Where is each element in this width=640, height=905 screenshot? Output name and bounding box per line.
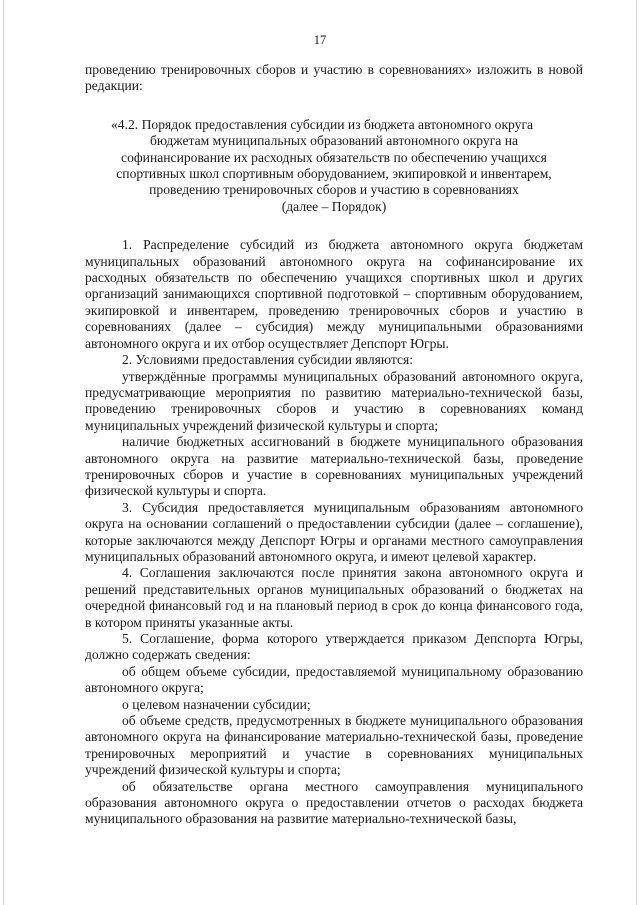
paragraph-3: 3. Субсидия предоставляется муниципальным образованиям автономного округа на основании соглашений о предоставлении субсидии (далее – соглашение), которые заключаются между Депспорт Югры и органами местного самоуправления муниципальных образований автономного округа, и имеют целевой характер.	[85, 499, 583, 564]
heading-line: (далее – Порядок)	[281, 198, 387, 214]
scan-edge-right	[636, 0, 637, 905]
section-heading	[85, 117, 583, 215]
heading-line: софинансирование их расходных обязательств по обеспечению учащихся	[121, 149, 547, 165]
paragraph-2: 2. Условиями предоставления субсидии являются:	[122, 352, 414, 368]
paragraph-5: 5. Соглашение, форма которого утверждается приказом Депспорта Югры, должно содержать сведения:	[85, 631, 583, 663]
info-reporting-obligation: об обязательстве органа местного самоуправления муниципального образования автономного округа о предоставлении отчетов о расходах бюджета муниципального образования на развитие материально-технической базы,	[85, 778, 583, 827]
intro-text: проведению тренировочных сборов и участию в соревнованиях» изложить в новой редакции:	[85, 62, 583, 94]
scan-edge-left	[3, 0, 4, 905]
heading-line: «4.2. Порядок предоставления субсидии из бюджета автономного округа	[111, 116, 534, 132]
condition-programs: утверждённые программы муниципальных образований автономного округа, предусматривающие мероприятия по развитию материально-технической базы, проведению тренировочных сборов и участию в соревнованиях команд муниципальных учреждений физической культуры и спорта;	[85, 368, 583, 433]
paragraph-1: 1. Распределение субсидий из бюджета автономного округа бюджетам муниципальных образований автономного округа на софинансирование их расходных обязательств по обеспечению учащихся спортивных школ и других организаций занимающихся спортивной подготовкой – спортивным оборудованием, экипировкой и инвентарем, проведению тренировочных сборов и участию в соревнованиях (далее – субсидия) между муниципальными образованиями автономного округа и их отбор осуществляет Депспорт Югры.	[85, 237, 583, 351]
info-purpose: о целевом назначении субсидии;	[122, 696, 311, 712]
document-body	[85, 62, 583, 828]
info-total-volume: об общем объеме субсидии, предоставляемой муниципальному образованию автономного округа;	[85, 663, 583, 696]
heading-line: бюджетам муниципальных образований автономного округа на	[149, 133, 519, 149]
heading-line: спортивных школ спортивным оборудованием, экипировкой и инвентарем,	[116, 166, 552, 182]
paragraph-4: 4. Соглашения заключаются после принятия закона автономного округа и решений представительных органов муниципальных образований о бюджетах на очередной финансовый год и на плановый период в срок до конца финансового года, в котором приняты указанные акты.	[85, 565, 583, 630]
heading-line: проведению тренировочных сборов и участию в соревнованиях	[149, 182, 519, 198]
info-funds-volume: об объеме средств, предусмотренных в бюджете муниципального образования автономного округа на финансирование материально-технической базы, проведение тренировочных мероприятий и участие в соревнованиях муниципальных учреждений физической культуры и спорта;	[85, 713, 583, 778]
condition-budget: наличие бюджетных ассигнований в бюджете муниципального образования автономного округа на развитие материально-технической базы, проведение тренировочных сборов и участие в соревнованиях муниципальных учреждений физической культуры и спорта.	[85, 434, 583, 499]
page-number: 17	[313, 33, 327, 47]
